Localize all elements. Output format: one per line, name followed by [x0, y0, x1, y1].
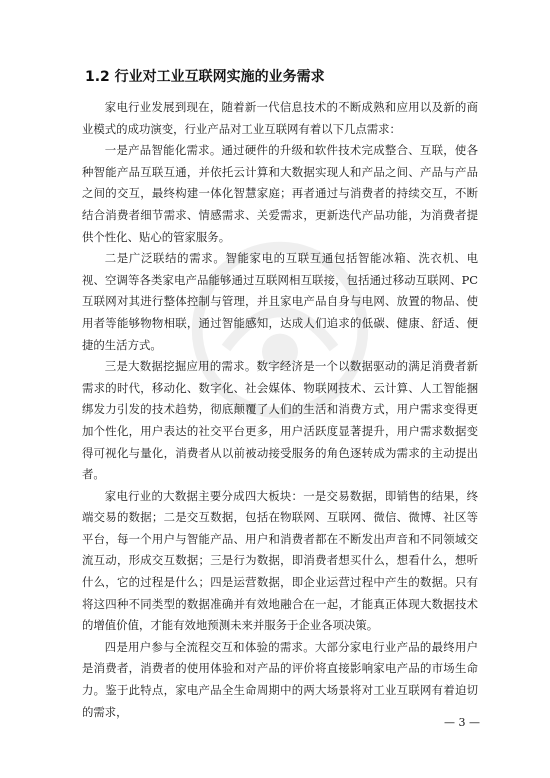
paragraph-intro: 家电行业发展到现在，随着新一代信息技术的不断成熟和应用以及新的商业模式的成功演变，行业产品对工业互联网有着以下几点需求：: [82, 100, 478, 136]
page-number: — 3 —: [444, 716, 480, 729]
paragraph-user-participation: 四是用户参与全流程交互和体验的需求。大部分家电行业产品的最终用户是消费者，消费者的使用体验和对产品的评价将直接影响家电产品的市场生命力。鉴于此特点，家电产品全生命周期中的两大场景将对工业互联网有着迫切的需求，: [82, 639, 478, 719]
section-heading: 1.2 行业对工业互联网实施的业务需求: [85, 69, 325, 85]
body-text: [82, 97, 478, 723]
paragraph-product-intelligence: 一是产品智能化需求。通过硬件的升级和软件技术完成整合、互联，使各种智能产品互联互通，并依托云计算和大数据实现人和产品之间、产品与产品之间的交互，最终构建一体化智慧家庭；再者通过与消费者的持续交互，不断结合消费者细节需求、情感需求、关爱需求，更新迭代产品功能，为消费者提供个性化、贴心的管家服务。: [82, 143, 478, 244]
paragraph-big-data-segments: 家电行业的大数据主要分成四大板块：一是交易数据，即销售的结果，终端交易的数据；二是交互数据，包括在物联网、互联网、微信、微博、社区等平台，每一个用户与智能产品、用户和消费者都在不断发出声音和不同领域交流互动，形成交互数据；三是行为数据，即消费者想买什么，想看什么，想听什么，它的过程是什么；四是运营数据，即企业运营过程中产生的数据。只有将这四种不同类型的数据准确并有效地融合在一起，才能真正体现大数据技术的增值价值，才能有效地预测未来并服务于企业各项决策。: [82, 488, 478, 633]
paragraph-big-data-mining: 三是大数据挖掘应用的需求。数字经济是一个以数据驱动的满足消费者新需求的时代，移动化、数字化、社会媒体、物联网技术、云计算、人工智能捆绑发力引发的技术趋势，彻底颠覆了人们的生活和消费方式，用户需求变得更加个性化，用户表达的社交平台更多，用户活跃度显著提升，用户需求数据变得可视化与量化，消费者从以前被动接受服务的角色逐转成为需求的主动提出者。: [82, 359, 478, 482]
paragraph-broad-connection: 二是广泛联结的需求。智能家电的互联互通包括智能冰箱、洗衣机、电视、空调等各类家电产品能够通过互联网相互联接，包括通过移动互联网、PC 互联网对其进行整体控制与管理，并且家电产品自身与电网、放置的物品、使用者等能够物物相联，通过智能感知，达成人们追求的低碳、健康、舒适、便捷的生活方式。: [82, 251, 478, 352]
